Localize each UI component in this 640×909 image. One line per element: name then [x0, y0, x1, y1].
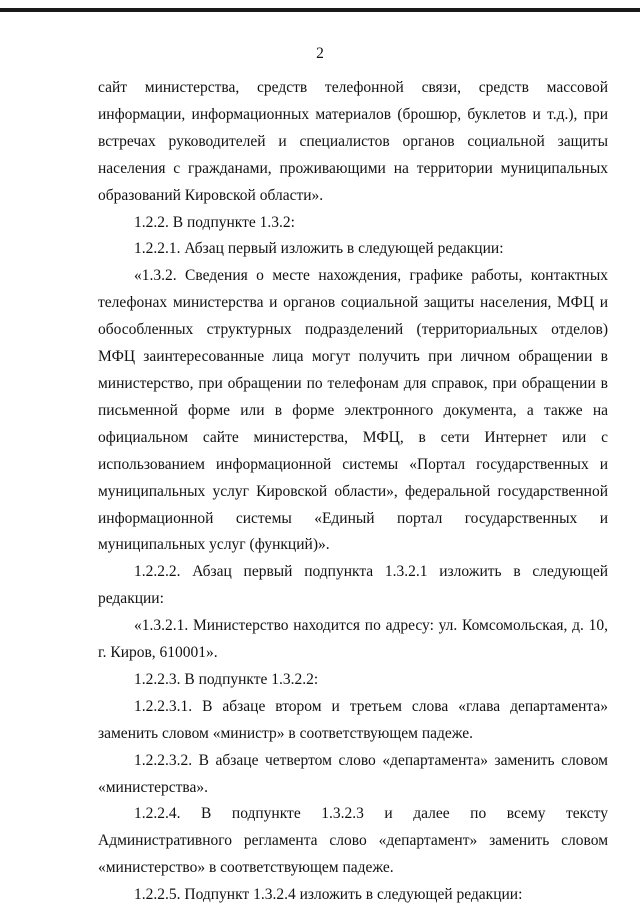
document-body [98, 75, 608, 909]
paragraph-1-2-2-3: 1.2.2.3. В подпункте 1.3.2.2: [134, 670, 319, 688]
page-top-border [0, 8, 640, 12]
paragraph-1-2-2-2: 1.2.2.2. Абзац первый подпункта 1.3.2.1 изложить в следующей редакции: [98, 563, 608, 608]
paragraph-1-2-2-3-2: 1.2.2.3.2. В абзаце четвертом слово «департамента» заменить словом «министерства». [98, 751, 608, 796]
paragraph-1-2-2-5: 1.2.2.5. Подпункт 1.3.2.4 изложить в следующей редакции: [134, 886, 523, 904]
paragraph-quote-1-3-2: «1.3.2. Сведения о месте нахождения, графике работы, контактных телефонах министерства и органов социальной защиты населения, МФЦ и обособленных структурных подразделений (территориальных отделов) МФЦ заинтересованные лица могут получить при личном обращении в министерство, при обращении по телефонам для справок, при обращении в письменной форме или в форме электронного документа, а также на официальном сайте министерства, МФЦ, в сети Интернет или с использованием информационной системы «Портал государственных и муниципальных услуг Кировской области», федеральной государственной информационной системы «Единый портал государственных и муниципальных услуг (функций)». [98, 267, 608, 554]
paragraph-1-2-2-3-1: 1.2.2.3.1. В абзаце втором и третьем слова «глава департамента» заменить словом «министр» в соответствующем падеже. [98, 697, 608, 742]
paragraph-1-2-2-1: 1.2.2.1. Абзац первый изложить в следующей редакции: [134, 240, 504, 258]
page-number: 2 [316, 45, 324, 62]
paragraph-quote-1-3-2-1: «1.3.2.1. Министерство находится по адресу: ул. Комсомольская, д. 10, г. Киров, 610001». [98, 617, 608, 662]
paragraph-continuation: сайт министерства, средств телефонной связи, средств массовой информации, информационных материалов (брошюр, буклетов и т.д.), при встречах руководителей и специалистов органов социальной защиты населения с гражданами, проживающими на территории муниципальных образований Кировской области». [98, 79, 608, 204]
paragraph-1-2-2: 1.2.2. В подпункте 1.3.2: [134, 213, 295, 231]
paragraph-1-2-2-4: 1.2.2.4. В подпункте 1.3.2.3 и далее по всему тексту Административного регламента слово «департамент» заменить словом «министерство» в соответствующем падеже. [98, 805, 608, 877]
